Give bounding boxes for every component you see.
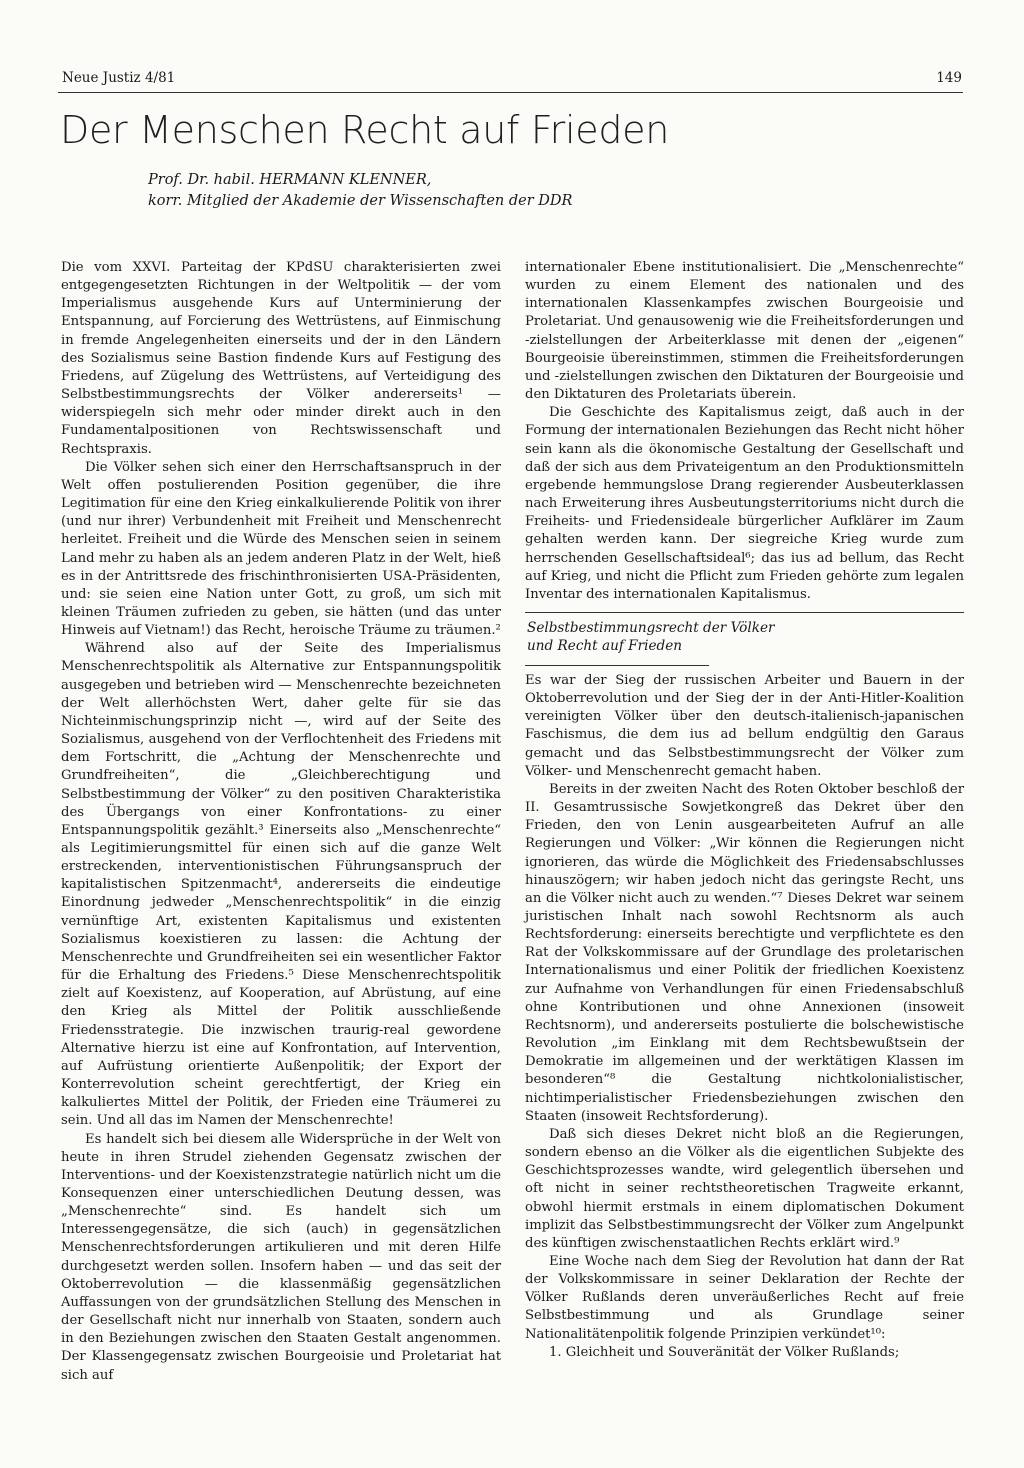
article-title: Der Menschen Recht auf Frieden: [60, 108, 670, 152]
paragraph: Während also auf der Seite des Imperialismus Menschenrechtspolitik als Alternative zur Entspannungspolitik ausgegeben und betrieben wird — Menschenrechte bezeichneten der Welt allerhöchsten Wert, daher gelte für sie das Nichteinmischungsprinzip nicht —, wird auf der Seite des Sozialismus, ausgehend von der Verflochtenheit des Friedens mit dem Fortschritt, die „Achtung der Menschenrechte und Grundfreiheiten“, die „Gleichberechtigung und Selbstbestimmung der Völker“ zu den positiven Charakteristika des Übergangs von einer Konfrontations- zu einer Entspannungspolitik gezählt.³ Einerseits also „Menschenrechte“ als Legitimierungsmittel für einen sich auf die ganze Welt erstreckenden, interventionistischen Führungsanspruch der kapitalistischen Spitzenmacht⁴, andererseits die eindeutige Einordnung jedweder „Menschenrechtspolitik“ in die einzig vernünftige Art, existenten Kapitalismus und existenten Sozialismus koexistieren zu lassen: die Achtung der Menschenrechte und Grundfreiheiten sei ein wesentlicher Faktor für die Erhaltung des Friedens.⁵ Diese Menschenrechtspolitik zielt auf Koexistenz, auf Kooperation, auf Abrüstung, auf eine den Krieg als Mittel der Politik ausschließende Friedensstrategie. Die inzwischen traurig-real gewordene Alternative hierzu ist eine auf Konfrontation, auf Intervention, auf Aufrüstung orientierte Außenpolitik; der Export der Konterrevolution scheint gerechtfertigt, der Krieg ein kalkuliertes Mittel der Politik, der Frieden eine Träumerei zu sein. Und all das im Namen der Menschenrechte!: [61, 641, 501, 1129]
paragraph: Es war der Sieg der russischen Arbeiter und Bauern in der Oktoberrevolution und der Sieg der in der Anti-Hitler-Koalition vereinigten Völker über den deutsch-italienisch-japanischen Faschismus, die dem ius ad bellum endgültig den Garaus gemacht und das Selbstbestimmungsrecht der Völker zum Völker- und Menschenrecht gemacht haben.: [525, 672, 964, 779]
running-header: [62, 70, 962, 90]
paragraph: Die vom XXVI. Parteitag der KPdSU charakterisierten zwei entgegengesetzten Richtungen in der Weltpolitik — der vom Imperialismus ausgehende Kurs auf Unterminierung der Entspannung, auf Forcierung des Wettrüstens, auf Einmischung in fremde Angelegenheiten einerseits und der in den Ländern des Sozialismus seine Bastion findende Kurs auf Festigung des Friedens, auf Zügelung des Wettrüstens, auf Verteidigung des Selbstbestimmungsrechts der Völker andererseits¹ — widerspiegeln sich mehr oder minder direkt auch in den Fundamentalpositionen von Rechtswissenschaft und Rechtspraxis.: [61, 260, 501, 457]
paragraph: Es handelt sich bei diesem alle Widersprüche in der Welt von heute in ihren Strudel ziehenden Gegensatz zwischen der Interventions- und der Koexistenzstrategie natürlich nicht um die Konsequenzen einer unterschiedlichen Deutung dessen, was „Menschenrechte“ sind. Es handelt sich um Interessengegensätze, die sich (auch) in gegensätzlichen Menschenrechtsforderungen artikulieren und mit deren Hilfe durchgesetzt werden sollen. Insofern haben — und das seit der Oktoberrevolution — die klassenmäßig gegensätzlichen Auffassungen von der grundsätzlichen Stellung des Menschen in der Gesellschaft nicht nur innerhalb von Staaten, sondern auch in den Beziehungen zwischen den Staaten Gestalt angenommen. Der Klassengegensatz zwischen Bourgeoisie und Proletariat hat sich auf: [61, 1131, 501, 1383]
header-rule: [58, 92, 963, 93]
left-column: [61, 259, 501, 1385]
right-column: [525, 259, 964, 1362]
section-heading-rule: [525, 665, 709, 666]
section-heading: [527, 619, 964, 655]
paragraph: Bereits in der zweiten Nacht des Roten Oktober beschloß der II. Gesamtrussische Sowjetkongreß das Dekret über den Frieden, den von Lenin ausgearbeiteten Aufruf an alle Regierungen und Völker: „Wir können die Regierungen nicht ignorieren, das würde die Möglichkeit des Friedensabschlusses hinauszögern; wir haben jedoch nicht das geringste Recht, uns an die Völker nicht auch zu wenden.“⁷ Dieses Dekret war seinem juristischen Inhalt nach sowohl Rechtsnorm als auch Rechtsforderung: einerseits berechtigte und verpflichtete es den Rat der Volkskommissare auf der Grundlage des proletarischen Internationalismus und einer Politik der friedlichen Koexistenz zur Aufnahme von Verhandlungen für einen Friedensabschluß ohne Kontributionen und ohne Annexionen (insoweit Rechtsnorm), und andererseits postulierte die bolschewistische Revolution „im Einklang mit dem Rechtsbewußtsein der Demokratie im allgemeinen und der werktätigen Klassen im besonderen“⁸ die Gestaltung nichtkolonialistischer, nichtimperialistischer Friedensbeziehungen zwischen den Staaten (insoweit Rechtsforderung).: [525, 781, 964, 1124]
section-heading-line: und Recht auf Frieden: [527, 637, 683, 654]
author-name: Prof. Dr. habil. HERMANN KLENNER,: [148, 172, 432, 188]
paragraph: internationaler Ebene institutionalisiert. Die „Menschenrechte“ wurden zu einem Element des nationalen und des internationalen Klassenkampfes zwischen Bourgeoisie und Proletariat. Und genausowenig wie die Freiheitsforderungen und -zielstellungen der Arbeiterklasse mit denen der „eigenen“ Bourgeoisie übereinstimmen, stimmen die Freiheitsforderungen und -zielstellungen zwischen den Diktaturen der Bourgeoisie und den Diktaturen des Proletariats überein.: [525, 260, 964, 403]
author-block: [148, 170, 572, 212]
paragraph: Die Völker sehen sich einer den Herrschaftsanspruch in der Welt offen postulierenden Position gegenüber, die ihre Legitimation für eine den Krieg einkalkulierende Politik von ihrer (und nur ihrer) Verbundenheit mit Freiheit und Menschenrecht herleitet. Freiheit und die Würde des Menschen seien in seinem Land mehr zu haben als an jedem anderen Platz in der Welt, hieß es in der Antrittsrede des frischinthronisierten USA-Präsidenten, und: sie seien eine Nation unter Gott, zu groß, um sich mit kleinen Träumen zufrieden zu geben, sie hätten (und das unter Hinweis auf Vietnam!) das Recht, heroische Träume zu träumen.²: [61, 459, 501, 639]
paragraph: Die Geschichte des Kapitalismus zeigt, daß auch in der Formung der internationalen Beziehungen das Recht nicht höher sein kann als die ökonomische Gestaltung der Gesellschaft und daß der sich aus dem Privateigentum an den Produktionsmitteln ergebende hemmungslose Drang regierender Ausbeuterklassen nach Erweiterung ihres Ausbeutungsterritoriums nicht durch die Freiheits- und Friedensideale bürgerlicher Aufklärer im Zaum gehalten werden kann. Der siegreiche Krieg wurde zum herrschenden Gesellschaftsideal⁶; das ius ad bellum, das Recht auf Krieg, und nicht die Pflicht zum Frieden gehörte zum legalen Inventar des internationalen Kapitalismus.: [525, 405, 964, 602]
section-rule: [525, 612, 964, 613]
author-affiliation: korr. Mitglied der Akademie der Wissenschaften der DDR: [148, 193, 573, 209]
paragraph: Daß sich dieses Dekret nicht bloß an die Regierungen, sondern ebenso an die Völker als die eigentlichen Subjekte des Geschichtsprozesses wandte, wird gelegentlich übersehen und oft nicht in seiner rechtstheoretischen Tragweite erkannt, obwohl hiermit erstmals in einem diplomatischen Dokument implizit das Selbstbestimmungsrecht der Völker zum Angelpunkt des künftigen zwischenstaatlichen Rechts erklärt wird.⁹: [525, 1126, 964, 1251]
section-heading-line: Selbstbestimmungsrecht der Völker: [527, 619, 775, 636]
page-number: 149: [936, 70, 962, 86]
paragraph: Eine Woche nach dem Sieg der Revolution hat dann der Rat der Volkskommissare in seiner Deklaration der Rechte der Völker Rußlands deren unveräußerliches Recht auf freie Selbstbestimmung und als Grundlage seiner Nationalitätenpolitik folgende Prinzipien verkündet¹⁰:: [525, 1253, 964, 1342]
list-item: 1. Gleichheit und Souveränität der Völker Rußlands;: [549, 1344, 900, 1360]
journal-issue: Neue Justiz 4/81: [62, 70, 176, 86]
